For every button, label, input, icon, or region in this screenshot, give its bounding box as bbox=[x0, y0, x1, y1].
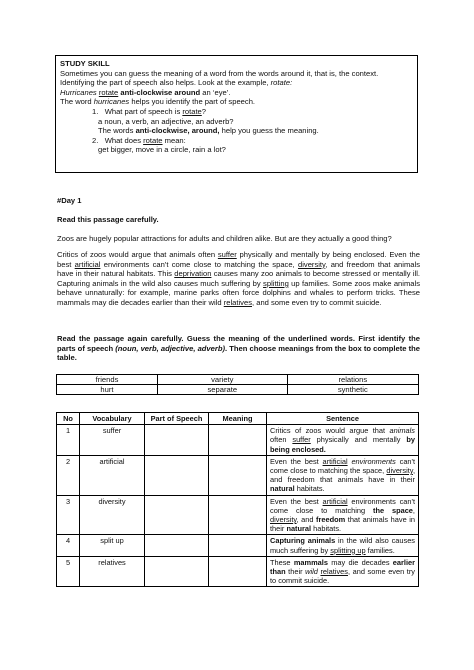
study-line-4: The word hurricanes helps you identify the part of speech. bbox=[60, 97, 256, 107]
meaning-cell[interactable] bbox=[209, 535, 267, 556]
header-part-of-speech: Part of Speech bbox=[145, 413, 209, 425]
study-q2-options: get bigger, move in a circle, rain a lot? bbox=[98, 145, 226, 155]
part-of-speech-cell[interactable] bbox=[145, 535, 209, 556]
sentence-cell: Even the best artificial environments can't come close to matching the space, diversity, and freedom that animals have in their natural habitats. bbox=[267, 455, 419, 495]
row-vocabulary: relatives bbox=[80, 556, 145, 587]
word-box-cell: separate bbox=[157, 385, 287, 395]
sentence-cell: Critics of zoos would argue that animals often suffer physically and mentally by being enclosed. bbox=[267, 425, 419, 456]
underlined-diversity: diversity bbox=[297, 259, 326, 269]
instruction-read: Read this passage carefully. bbox=[57, 215, 159, 224]
header-vocabulary: Vocabulary bbox=[80, 413, 145, 425]
word-box-cell: hurt bbox=[57, 385, 158, 395]
table-row bbox=[57, 556, 419, 587]
underlined-artificial: artificial bbox=[74, 259, 101, 269]
study-question-2: 2. What does rotate mean: bbox=[92, 135, 186, 145]
study-question-1: 1. What part of speech is rotate? bbox=[92, 106, 207, 116]
table-row bbox=[57, 425, 419, 456]
row-vocabulary: suffer bbox=[80, 425, 145, 456]
study-line-2: Identifying the part of speech also helps. Look at the example, rotate: bbox=[60, 78, 293, 88]
table-row bbox=[57, 455, 419, 495]
sentence-cell: Even the best artificial environments can't come close to matching the space, diversity, and freedom that animals have in their natural habitats. bbox=[267, 495, 419, 535]
study-skill-box bbox=[55, 55, 418, 173]
underlined-suffer: suffer bbox=[217, 250, 237, 259]
word-box-cell: variety bbox=[157, 375, 287, 385]
study-line-1: Sometimes you can guess the meaning of a word from the words around it, that is, the context. bbox=[60, 68, 379, 78]
meaning-cell[interactable] bbox=[209, 425, 267, 456]
word-box bbox=[56, 374, 419, 395]
underlined-relatives: relatives bbox=[223, 297, 252, 307]
part-of-speech-cell[interactable] bbox=[145, 425, 209, 456]
table-row bbox=[57, 535, 419, 556]
row-vocabulary: split up bbox=[80, 535, 145, 556]
row-number: 5 bbox=[57, 556, 80, 587]
sentence-cell: These mammals may die decades earlier than their wild relatives, and some even try to commit suicide. bbox=[267, 556, 419, 587]
word-box-row bbox=[57, 385, 419, 395]
row-vocabulary: artificial bbox=[80, 455, 145, 495]
study-example: Hurricanes rotate anti-clockwise around an ‘eye’. bbox=[60, 87, 231, 97]
header-no: No bbox=[57, 413, 80, 425]
row-number: 4 bbox=[57, 535, 80, 556]
row-number: 2 bbox=[57, 455, 80, 495]
day-heading: #Day 1 bbox=[57, 196, 82, 205]
part-of-speech-cell[interactable] bbox=[145, 455, 209, 495]
vocabulary-table bbox=[56, 412, 419, 587]
underlined-splitting: splitting bbox=[263, 278, 289, 288]
study-q1-options: a noun, a verb, an adjective, an adverb? bbox=[98, 116, 234, 126]
word-box-cell: synthetic bbox=[287, 385, 418, 395]
table-row bbox=[57, 495, 419, 535]
header-meaning: Meaning bbox=[209, 413, 267, 425]
meaning-cell[interactable] bbox=[209, 455, 267, 495]
word-box-row bbox=[57, 375, 419, 385]
underlined-deprivation: deprivation bbox=[174, 269, 212, 279]
part-of-speech-cell[interactable] bbox=[145, 495, 209, 535]
part-of-speech-cell[interactable] bbox=[145, 556, 209, 587]
instruction-guess: Read the passage again carefully. Guess the meaning of the underlined words. First identify the parts of speech (noun, verb, adjective, adverb). Then choose meanings from the box to complete the table. bbox=[57, 334, 421, 363]
word-box-cell: relations bbox=[287, 375, 418, 385]
word-box-cell: friends bbox=[57, 375, 158, 385]
study-q1-hint: The words anti-clockwise, around, help you guess the meaning. bbox=[98, 126, 319, 136]
sentence-cell: Capturing animals in the wild also causes much suffering by splitting up families. bbox=[267, 535, 419, 556]
meaning-cell[interactable] bbox=[209, 495, 267, 535]
passage: Critics of zoos would argue that animals often suffer physically and mentally by being enclosed. Even the best artificial environments can't come close to matching the space, diversity, and freedom that animals have in their natural habitats. This deprivation causes many zoo animals to become stressed or mentally ill. Capturing animals in the wild also causes much suffering by splitting up families. Some zoos make animals behave unnaturally: for example, marine parks often force dolphins and whales to perform tricks. These mammals may die decades earlier than their wild relatives, and some even try to commit suicide. bbox=[57, 250, 420, 307]
meaning-cell[interactable] bbox=[209, 556, 267, 587]
table-header-row bbox=[57, 413, 419, 425]
header-sentence: Sentence bbox=[267, 413, 419, 425]
study-skill-title: STUDY SKILL bbox=[60, 59, 110, 68]
row-number: 3 bbox=[57, 495, 80, 535]
intro-text: Zoos are hugely popular attractions for adults and children alike. But are they actually a good thing? bbox=[57, 234, 392, 243]
row-vocabulary: diversity bbox=[80, 495, 145, 535]
row-number: 1 bbox=[57, 425, 80, 456]
